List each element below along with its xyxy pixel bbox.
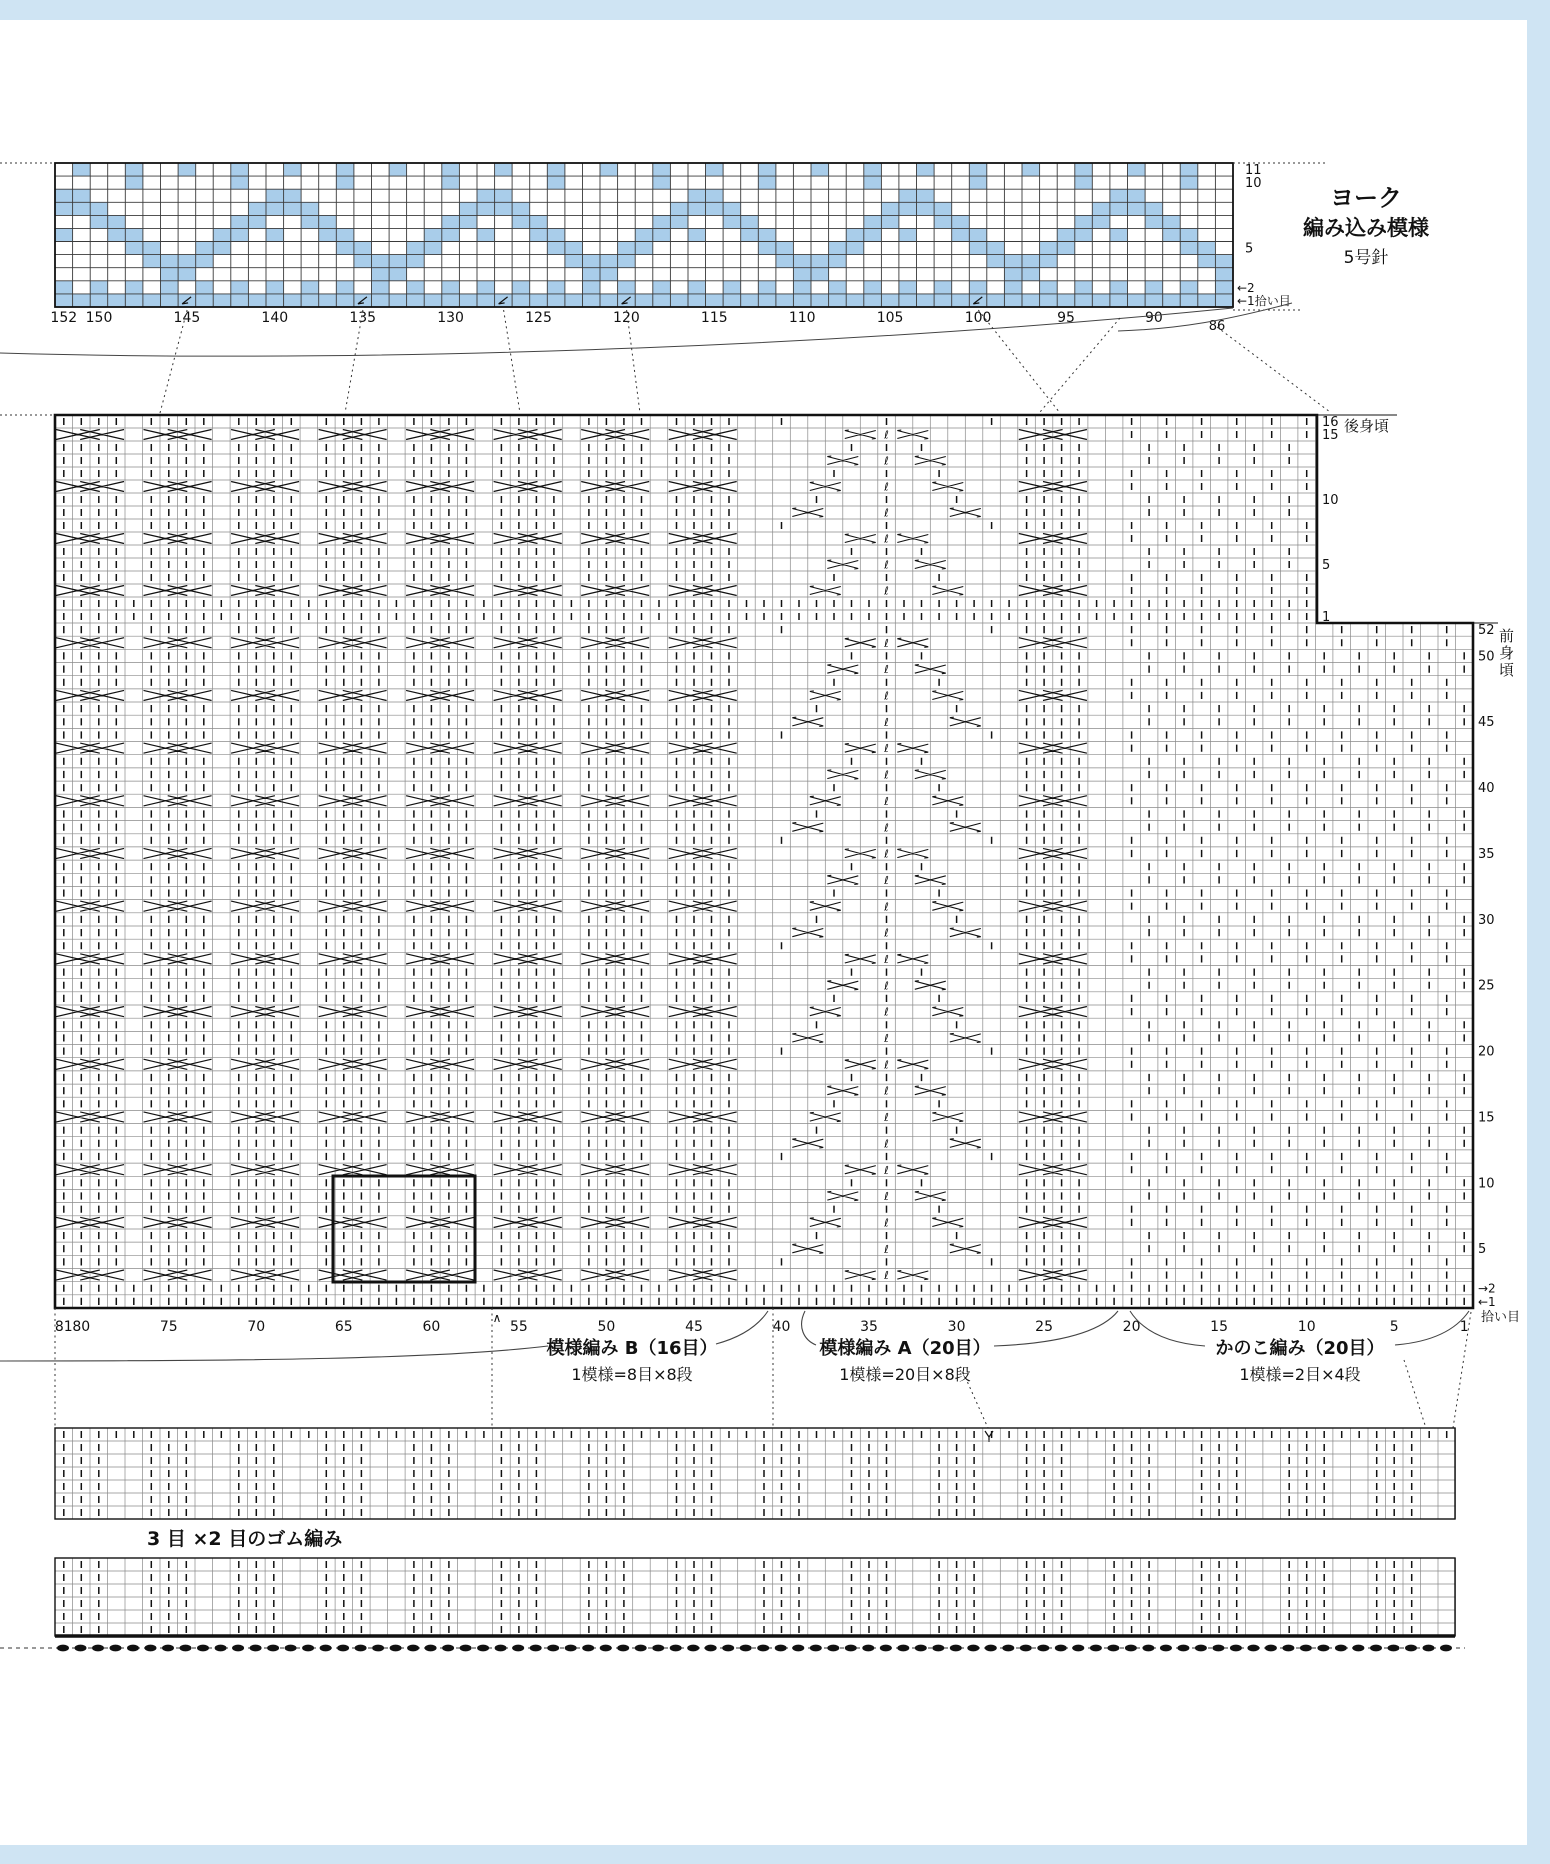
svg-text:ℓ: ℓ <box>884 428 889 442</box>
boundary-mark: ∧ <box>492 1311 502 1325</box>
rib-band-upper <box>55 1428 1456 1519</box>
svg-text:ℓ: ℓ <box>884 926 889 940</box>
svg-text:ℓ: ℓ <box>884 1269 889 1283</box>
svg-text:ℓ: ℓ <box>884 689 889 703</box>
bottom-stitch-number: 45 <box>685 1319 703 1335</box>
bottom-stitch-number: 60 <box>422 1319 441 1335</box>
back-row-number: 16 <box>1322 415 1339 430</box>
bottom-stitch-number: 80 <box>72 1319 91 1335</box>
yoke-stitch-number: 120 <box>613 310 640 326</box>
main-axis-labels <box>55 415 1520 1335</box>
svg-text:ℓ: ℓ <box>884 900 889 914</box>
bottom-stitch-number: 65 <box>334 1319 353 1335</box>
back-row-number: 10 <box>1322 493 1339 508</box>
front-row-number: 20 <box>1478 1044 1495 1060</box>
bottom-stitch-number: 1 <box>1459 1319 1469 1335</box>
svg-text:ℓ: ℓ <box>884 953 889 966</box>
yoke-stitch-number: 135 <box>349 310 377 326</box>
back-row-number: 1 <box>1322 610 1331 625</box>
svg-text:ℓ: ℓ <box>884 1163 889 1177</box>
edge-extension-rules <box>1317 415 1498 623</box>
bottom-stitch-number: 75 <box>159 1319 178 1335</box>
yoke-stitch-number: 125 <box>525 310 552 326</box>
svg-text:ℓ: ℓ <box>884 1032 889 1045</box>
svg-text:ℓ: ℓ <box>884 1005 889 1019</box>
yoke-needle-size: 5号針 <box>1343 248 1389 268</box>
svg-text:ℓ: ℓ <box>884 821 889 835</box>
front-row-number: 50 <box>1478 649 1495 665</box>
bottom-stitch-number: 50 <box>597 1319 616 1335</box>
front-row-number: 30 <box>1478 912 1495 928</box>
yoke-stitch-number: 105 <box>876 310 904 326</box>
svg-text:ℓ: ℓ <box>884 663 889 677</box>
svg-text:ℓ: ℓ <box>884 506 889 520</box>
bottom-stitch-number: 35 <box>860 1319 878 1335</box>
svg-text:ℓ: ℓ <box>884 584 889 598</box>
front-row-number: 10 <box>1478 1176 1495 1192</box>
bottom-stitch-number: 15 <box>1210 1319 1229 1335</box>
yoke-stitch-number: 86 <box>1208 319 1226 334</box>
pattern-kanoko-sub: 1模様=2目×4段 <box>1239 1365 1361 1384</box>
back-row-number: 5 <box>1322 558 1331 573</box>
svg-text:ℓ: ℓ <box>884 874 889 887</box>
svg-text:ℓ: ℓ <box>884 847 889 861</box>
bottom-stitch-number: 20 <box>1122 1319 1141 1335</box>
yoke-row-number: 10 <box>1245 176 1262 192</box>
svg-text:ℓ: ℓ <box>884 636 889 650</box>
svg-text:ℓ: ℓ <box>884 1137 889 1151</box>
svg-text:ℓ: ℓ <box>884 1058 889 1072</box>
svg-text:ℓ: ℓ <box>884 1084 889 1098</box>
cable-cross-symbols <box>56 430 1087 1281</box>
front-row-number: 40 <box>1478 781 1495 797</box>
yoke-subtitle: 編み込み模様 <box>1303 216 1429 240</box>
rib-label: 3 目 ×2 目のゴム編み <box>147 1528 343 1550</box>
yoke-arrow-row2: ←2 <box>1237 280 1255 295</box>
front-arrow-row1: ←1 <box>1478 1294 1496 1309</box>
yoke-stitch-number: 145 <box>173 310 201 326</box>
svg-text:ℓ: ℓ <box>884 454 889 468</box>
main-chart-grid <box>55 415 1473 1308</box>
yoke-stitch-number: 152 <box>50 310 78 326</box>
bottom-stitch-number: 25 <box>1035 1319 1054 1335</box>
yoke-stitch-number: 95 <box>1057 310 1075 326</box>
front-row-number: 35 <box>1478 846 1495 862</box>
svg-text:ℓ: ℓ <box>884 715 889 729</box>
pattern-kanoko-label: かのこ編み（20目） <box>1215 1338 1385 1359</box>
svg-text:ℓ: ℓ <box>884 1242 889 1256</box>
front-row-number: 15 <box>1478 1110 1495 1126</box>
svg-text:ℓ: ℓ <box>884 1111 889 1125</box>
yoke-stitch-number: 90 <box>1144 310 1163 326</box>
yoke-stitch-number: 150 <box>85 310 113 326</box>
back-body-label: 後身頃 <box>1344 417 1390 435</box>
svg-text:ℓ: ℓ <box>884 480 889 494</box>
main-chart-border <box>55 415 1473 1308</box>
yoke-title: ヨーク <box>1330 184 1402 212</box>
bottom-stitch-number: 70 <box>247 1319 266 1335</box>
pattern-a-sub: 1模様=20目×8段 <box>839 1365 971 1384</box>
front-row-number: 45 <box>1478 715 1495 731</box>
knit-stitch-symbols <box>64 418 1464 1305</box>
yoke-stitch-number: 140 <box>261 310 289 326</box>
svg-text:ℓ: ℓ <box>884 979 889 993</box>
front-body-label: 前身頃 <box>1497 628 1515 679</box>
svg-text:ℓ: ℓ <box>884 1216 889 1230</box>
yoke-stitch-number: 110 <box>788 310 816 326</box>
front-row-number: 52 <box>1478 623 1495 638</box>
bottom-stitch-number: 81 <box>54 1319 73 1335</box>
svg-text:ℓ: ℓ <box>884 768 889 782</box>
bottom-stitch-number: 30 <box>947 1319 966 1335</box>
rib-band-lower <box>55 1558 1456 1636</box>
front-row-number: 25 <box>1478 978 1495 994</box>
pattern-b-sub: 1模様=8目×8段 <box>571 1365 693 1384</box>
svg-text:ℓ: ℓ <box>884 532 889 546</box>
yoke-row-number: 11 <box>1245 163 1262 178</box>
pattern-a-label: 模様編み A（20目） <box>819 1338 991 1359</box>
yoke-stitch-number: 130 <box>437 310 464 326</box>
svg-text:ℓ: ℓ <box>884 1190 889 1204</box>
svg-text:ℓ: ℓ <box>884 742 889 756</box>
svg-text:ℓ: ℓ <box>884 794 889 808</box>
yoke-chart-cells <box>55 163 1233 307</box>
yoke-stitch-number: 115 <box>700 310 728 326</box>
yoke-row-number: 5 <box>1245 241 1254 257</box>
bottom-stitch-number: 10 <box>1297 1319 1316 1335</box>
back-row-number: 15 <box>1322 428 1339 443</box>
bottom-stitch-number: 40 <box>772 1319 791 1335</box>
front-row-number: 5 <box>1478 1242 1487 1258</box>
bottom-stitch-number: 5 <box>1389 1319 1399 1335</box>
bottom-stitch-number: 55 <box>509 1319 528 1335</box>
svg-text:ℓ: ℓ <box>884 558 889 572</box>
yoke-arrow-row1: ←1拾い目 <box>1237 293 1291 308</box>
front-arrow-row2: →2 <box>1478 1281 1496 1296</box>
pattern-b-label: 模様編み B（16目） <box>546 1338 718 1359</box>
yoke-stitch-number: 100 <box>964 310 992 326</box>
pickup-label: 拾い目 <box>1481 1310 1521 1325</box>
